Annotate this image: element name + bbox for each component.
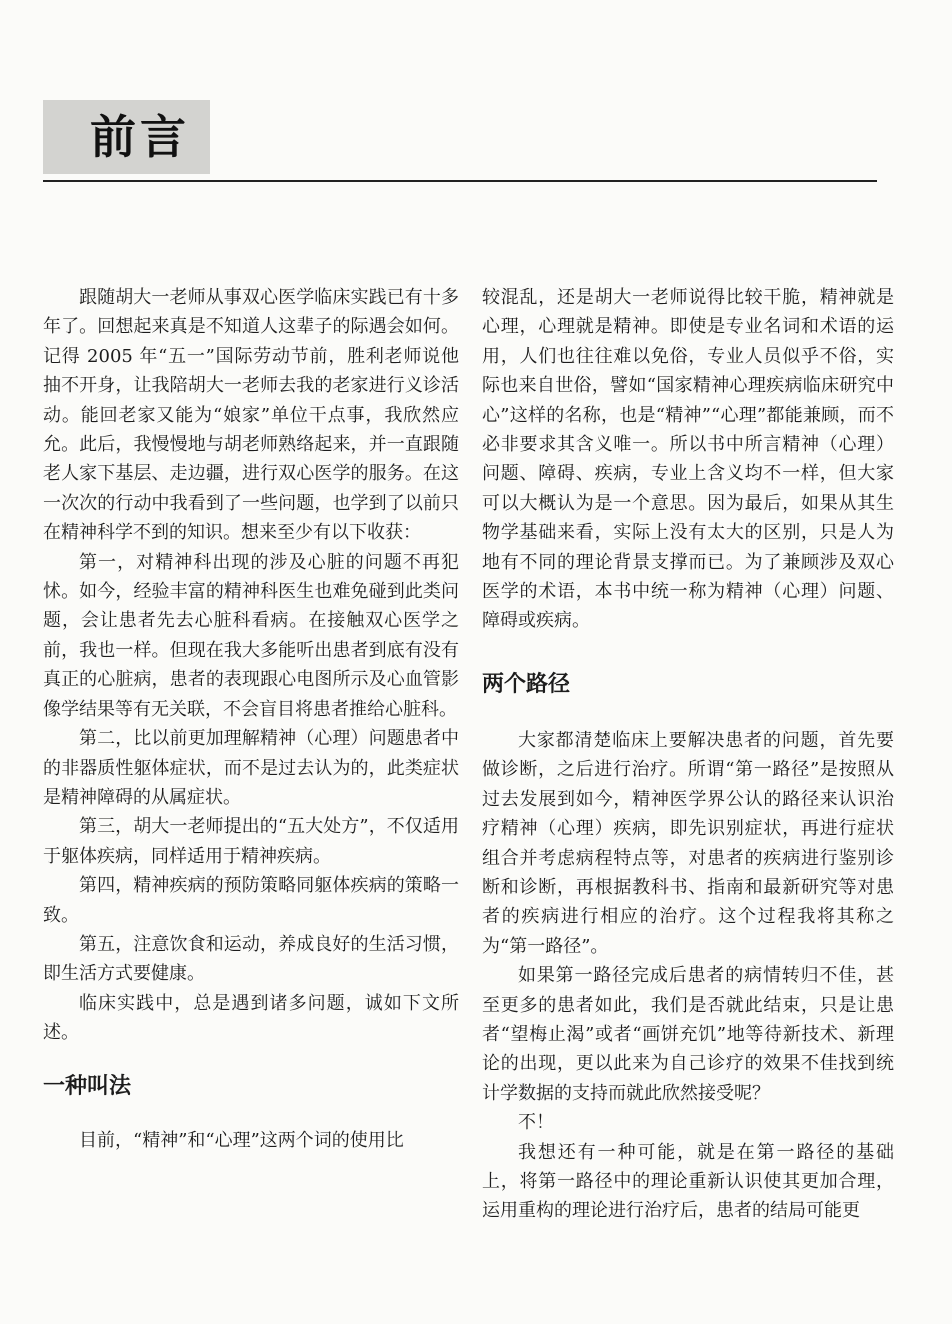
section-heading: 两个路径	[482, 671, 571, 697]
page-title: 前言	[90, 110, 190, 164]
paragraph: 第五，注意饮食和运动，养成良好的生活习惯，即生活方式要健康。	[43, 933, 459, 985]
left-column	[43, 283, 459, 1155]
paragraph: 大家都清楚临床上要解决患者的问题，首先要做诊断，之后进行治疗。所谓“第一路径”是按照从过去发展到如今，精神医学界公认的路径来认识治疗精神（心理）疾病，即先识别症状，再进行症状组合并考虑病程特点等，对患者的疾病进行鉴别诊断和诊断，再根据教科书、指南和最新研究等对患者的疾病进行相应的治疗。这个过程我将其称之为“第一路径”。	[482, 729, 894, 957]
paragraph: 如果第一路径完成后患者的病情转归不佳，甚至更多的患者如此，我们是否就此结束，只是让患者“望梅止渴”或者“画饼充饥”地等待新技术、新理论的出现，更以此来为自己诊疗的效果不佳找到统计学数据的支持而就此欣然接受呢？	[482, 965, 894, 1104]
paragraph: 第四，精神疾病的预防策略同躯体疾病的策略一致。	[43, 875, 459, 926]
paragraph: 目前，“精神”和“心理”这两个词的使用比	[79, 1129, 404, 1151]
paragraph: 跟随胡大一老师从事双心医学临床实践已有十多年了。回想起来真是不知道人这辈子的际遇会如何。记得 2005 年“五一”国际劳动节前，胜利老师说他抽不开身，让我陪胡大一老师去我的老家进行义诊活动。能回老家又能为“娘家”单位干点事，我欣然应允。此后，我慢慢地与胡老师熟络起来，并一直跟随老人家下基层、走边疆，进行双心医学的服务。在这一次次的行动中我看到了一些问题，也学到了以前只在精神科学不到的知识。想来至少有以下收获：	[43, 287, 459, 544]
paragraph: 第二，比以前更加理解精神（心理）问题患者中的非器质性躯体症状，而不是过去认为的，此类症状是精神障碍的从属症状。	[43, 728, 459, 808]
title-rule	[43, 180, 877, 182]
paragraph: 不！	[518, 1112, 554, 1134]
continued-paragraph: 较混乱，还是胡大一老师说得比较干脆，精神就是心理，心理就是精神。即使是专业名词和术语的运用，人们也往往难以免俗，专业人员似乎不俗，实际也来自世俗，譬如“国家精神心理疾病临床研究中心”这样的名称，也是“精神”“心理”都能兼顾，而不必非要求其含义唯一。所以书中所言精神（心理）问题、障碍、疾病，专业上含义均不一样，但大家可以大概认为是一个意思。因为最后，如果从其生物学基础来看，实际上没有太大的区别，只是人为地有不同的理论背景支撑而已。为了兼顾涉及双心医学的术语，本书中统一称为精神（心理）问题、障碍或疾病。	[482, 287, 894, 632]
paragraph: 我想还有一种可能，就是在第一路径的基础上，将第一路径中的理论重新认识使其更加合理，运用重构的理论进行治疗后，患者的结局可能更	[482, 1141, 894, 1222]
section-heading: 一种叫法	[43, 1073, 132, 1099]
right-column	[482, 283, 894, 1226]
paragraph: 临床实践中，总是遇到诸多问题，诚如下文所述。	[43, 992, 459, 1044]
paragraph: 第三，胡大一老师提出的“五大处方”，不仅适用于躯体疾病，同样适用于精神疾病。	[43, 816, 459, 867]
paragraph: 第一，对精神科出现的涉及心脏的问题不再犯怵。如今，经验丰富的精神科医生也难免碰到此类问题，会让患者先去心脏科看病。在接触双心医学之前，我也一样。但现在我大多能听出患者到底有没有真正的心脏病，患者的表现跟心电图所示及心血管影像学结果等有无关联，不会盲目将患者推给心脏科。	[43, 551, 459, 720]
